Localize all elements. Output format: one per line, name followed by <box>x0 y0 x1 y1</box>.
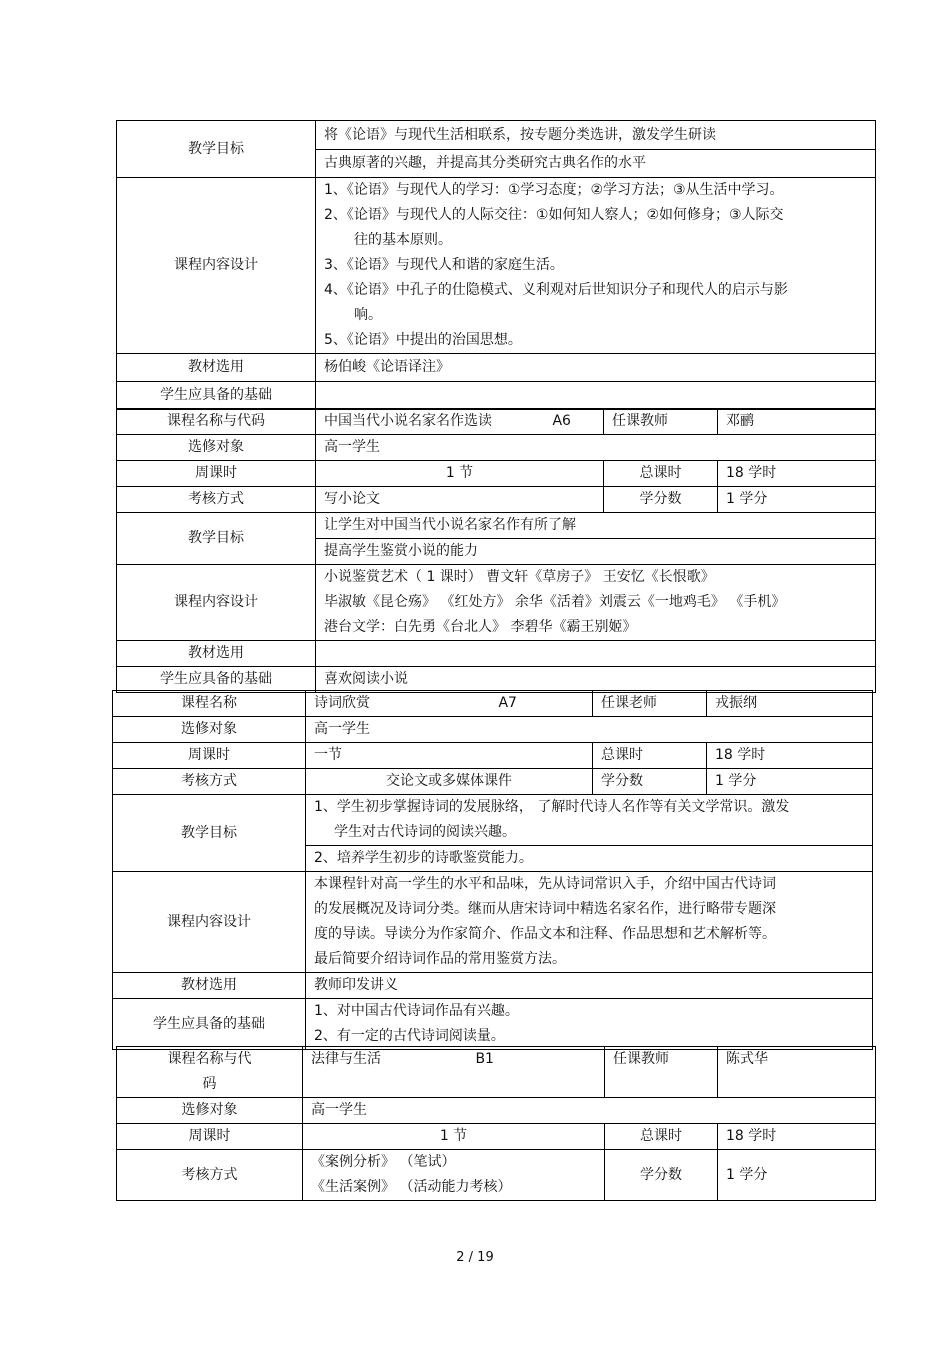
total-value: 18 学时 <box>718 1124 876 1150</box>
course-name: 诗词欣赏 <box>314 695 370 711</box>
credit-value: 1 学分 <box>707 769 873 795</box>
page-number: 2 / 19 <box>456 1250 494 1265</box>
content-line: 的发展概况及诗词分类。继而从唐宋诗词中精选名家名作，进行略带专题深 <box>314 901 776 917</box>
course-name-label: 课程名称 <box>113 691 306 717</box>
content-label: 课程内容设计 <box>117 178 316 354</box>
total-value: 18 学时 <box>707 743 873 769</box>
credit-label: 学分数 <box>593 769 707 795</box>
content-label: 课程内容设计 <box>117 565 316 641</box>
goal-line-3: 2、培养学生初步的诗歌鉴赏能力。 <box>306 845 872 871</box>
assess-label: 考核方式 <box>117 487 316 513</box>
prereq-line: 1、对中国古代诗词作品有兴趣。 <box>314 1003 519 1019</box>
weekly-label: 周课时 <box>117 461 316 487</box>
teacher-label: 任课教师 <box>604 409 718 435</box>
content-line: 3、《论语》与现代人和谐的家庭生活。 <box>324 257 564 273</box>
goal-line-2: 提高学生鉴赏小说的能力 <box>316 538 875 564</box>
course-code: A7 <box>498 695 517 711</box>
prereq-label: 学生应具备的基础 <box>117 667 316 693</box>
assess-line: 《生活案例》 （活动能力考核） <box>311 1179 512 1195</box>
textbook-value: 教师印发讲义 <box>306 973 873 999</box>
course-code: A6 <box>552 413 571 429</box>
credit-label: 学分数 <box>605 1150 718 1201</box>
weekly-label: 周课时 <box>117 1124 303 1150</box>
course-b1-table <box>116 1046 876 1201</box>
weekly-value: 1 节 <box>303 1124 605 1150</box>
teacher-name: 戎振纲 <box>707 691 873 717</box>
prereq-label: 学生应具备的基础 <box>117 382 316 410</box>
course-a5-table <box>116 120 876 410</box>
assess-label: 考核方式 <box>117 1150 303 1201</box>
teacher-name: 邓鹂 <box>718 409 876 435</box>
total-label: 总课时 <box>605 1124 718 1150</box>
content-line: 响。 <box>354 307 382 323</box>
content-line: 5、《论语》中提出的治国思想。 <box>324 332 522 348</box>
weekly-label: 周课时 <box>113 743 306 769</box>
assess-value: 交论文或多媒体课件 <box>306 769 593 795</box>
textbook-value <box>316 641 876 667</box>
course-a7-table <box>112 690 873 1050</box>
target-value: 高一学生 <box>306 717 873 743</box>
teacher-name: 陈式华 <box>718 1047 876 1098</box>
weekly-value: 1 节 <box>316 461 604 487</box>
goal-line-2: 古典原著的兴趣，并提高其分类研究古典名作的水平 <box>316 149 875 177</box>
weekly-value: 一节 <box>306 743 593 769</box>
target-value: 高一学生 <box>303 1098 876 1124</box>
course-name-label: 课程名称与代 <box>167 1051 252 1067</box>
course-name: 法律与生活 <box>311 1051 381 1067</box>
course-name-label: 课程名称与代码 <box>117 409 316 435</box>
textbook-label: 教材选用 <box>117 354 316 382</box>
content-line: 小说鉴赏艺术（ 1 课时） 曹文轩《草房子》 王安忆《长恨歌》 <box>324 569 715 585</box>
prereq-value <box>316 382 876 410</box>
goal-line-2: 学生对古代诗词的阅读兴趣。 <box>334 824 516 840</box>
total-label: 总课时 <box>604 461 718 487</box>
course-name: 中国当代小说名家名作选读 <box>324 413 492 429</box>
goal-line-1: 1、学生初步掌握诗词的发展脉络， 了解时代诗人名作等有关文学常识。激发 <box>314 799 790 815</box>
prereq-label: 学生应具备的基础 <box>113 999 306 1050</box>
goal-line-1: 让学生对中国当代小说名家名作有所了解 <box>324 517 576 533</box>
course-name-label-cont: 码 <box>202 1076 217 1092</box>
assess-line: 《案例分析》 （笔试） <box>311 1154 456 1170</box>
content-line: 往的基本原则。 <box>354 232 452 248</box>
content-line: 毕淑敏《昆仑殇》 《红处方》 余华《活着》刘震云《一地鸡毛》 《手机》 <box>324 594 786 610</box>
teacher-label: 任课教师 <box>605 1047 718 1098</box>
target-label: 选修对象 <box>117 1098 303 1124</box>
target-label: 选修对象 <box>117 435 316 461</box>
prereq-line: 2、有一定的古代诗词阅读量。 <box>314 1028 505 1044</box>
goal-label: 教学目标 <box>113 795 306 872</box>
textbook-value: 杨伯峻《论语译注》 <box>316 354 876 382</box>
goal-label: 教学目标 <box>117 513 316 565</box>
target-label: 选修对象 <box>113 717 306 743</box>
content-line: 1、《论语》与现代人的学习：①学习态度；②学习方法；③从生活中学习。 <box>324 182 784 198</box>
goal-line-1: 将《论语》与现代生活相联系，按专题分类选讲，激发学生研读 <box>324 127 716 143</box>
target-value: 高一学生 <box>316 435 876 461</box>
content-line: 本课程针对高一学生的水平和品味，先从诗词常识入手，介绍中国古代诗词 <box>314 876 776 892</box>
total-label: 总课时 <box>593 743 707 769</box>
content-line: 港台文学：白先勇《台北人》 李碧华《霸王别姬》 <box>324 619 637 635</box>
goal-label: 教学目标 <box>117 121 316 178</box>
content-label: 课程内容设计 <box>113 872 306 973</box>
credit-value: 1 学分 <box>718 1150 876 1201</box>
content-line: 2、《论语》与现代人的人际交往：①如何知人察人；②如何修身；③人际交 <box>324 207 784 223</box>
assess-value: 写小论文 <box>316 487 604 513</box>
prereq-value: 喜欢阅读小说 <box>316 667 876 693</box>
course-code: B1 <box>475 1051 494 1067</box>
teacher-label: 任课老师 <box>593 691 707 717</box>
textbook-label: 教材选用 <box>117 641 316 667</box>
content-line: 最后简要介绍诗词作品的常用鉴赏方法。 <box>314 951 566 967</box>
content-line: 4、《论语》中孔子的仕隐模式、义利观对后世知识分子和现代人的启示与影 <box>324 282 788 298</box>
total-value: 18 学时 <box>718 461 876 487</box>
textbook-label: 教材选用 <box>113 973 306 999</box>
credit-label: 学分数 <box>604 487 718 513</box>
content-line: 度的导读。导读分为作家简介、作品文本和注释、作品思想和艺术解析等。 <box>314 926 776 942</box>
course-a6-table <box>116 408 876 693</box>
assess-label: 考核方式 <box>113 769 306 795</box>
credit-value: 1 学分 <box>718 487 876 513</box>
